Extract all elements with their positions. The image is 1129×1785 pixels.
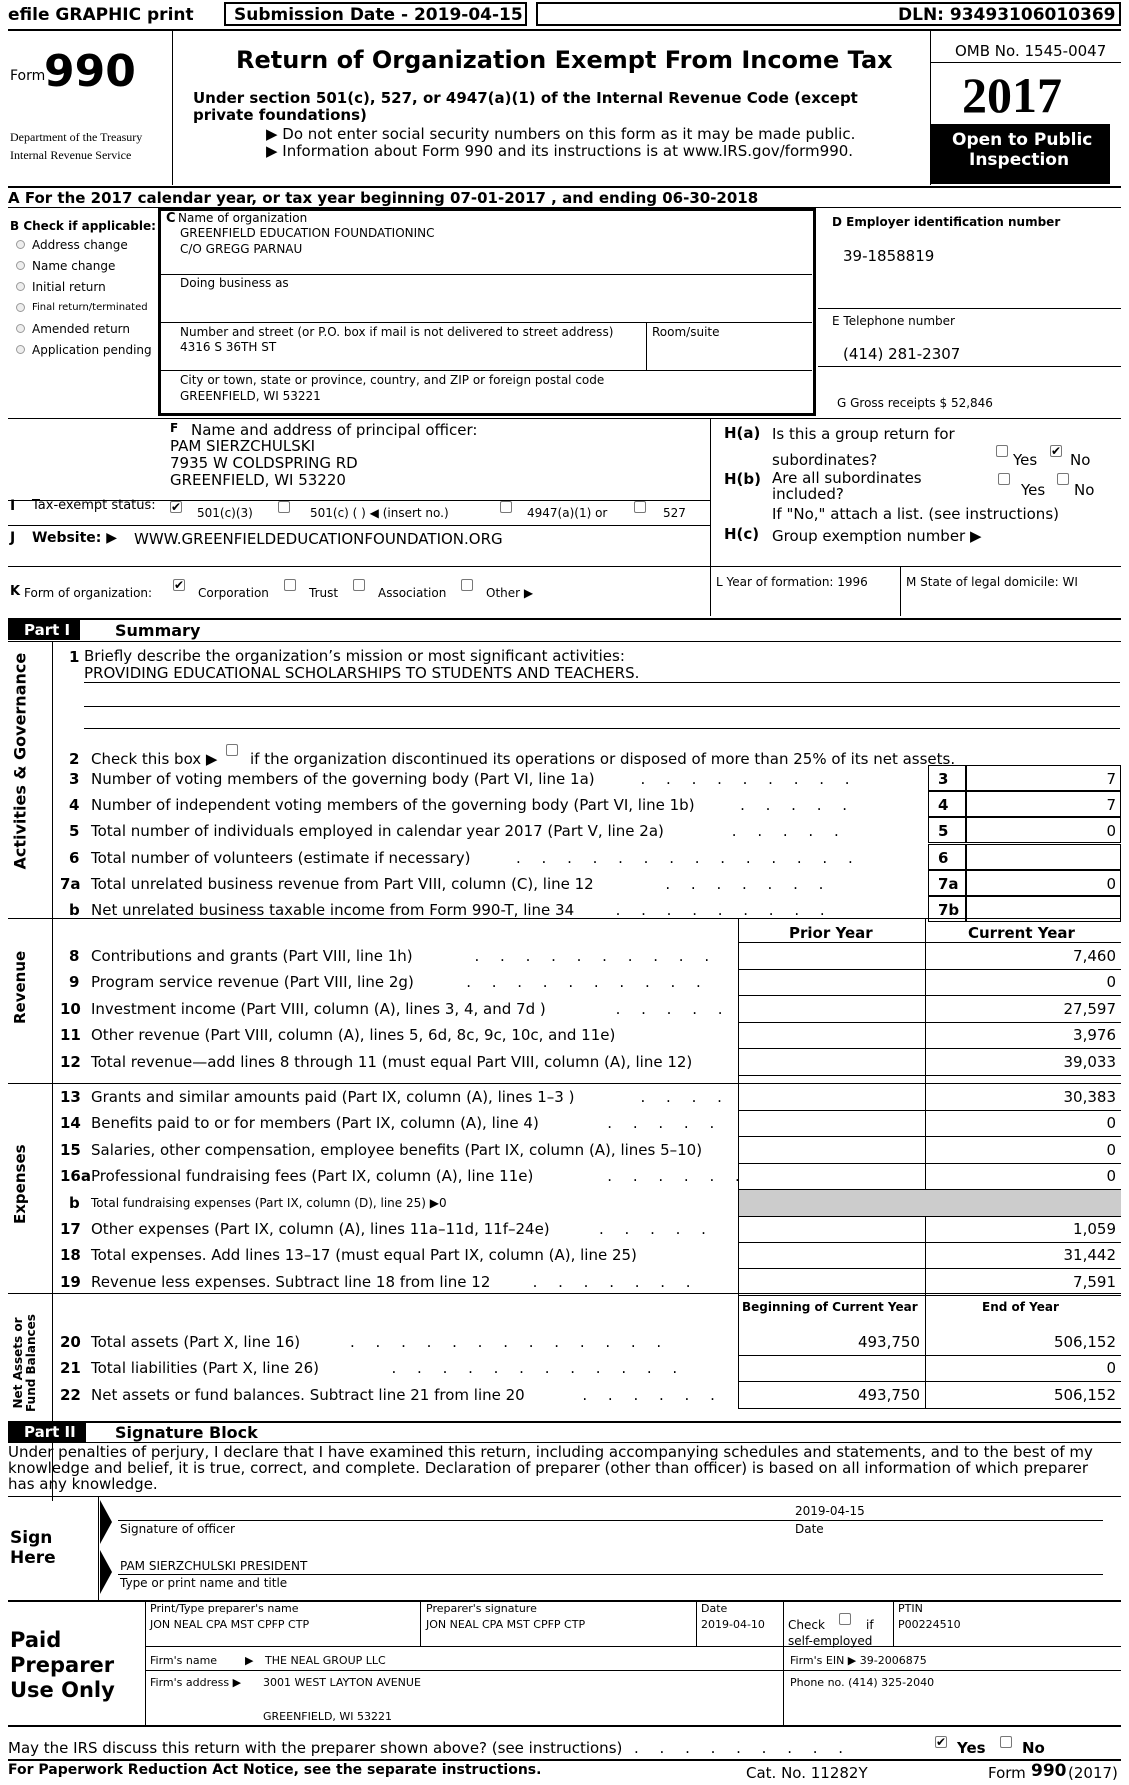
preparer-name-label: Print/Type preparer's name [150,1602,299,1615]
current-year-value: 506,152 [1053,1386,1116,1404]
gov-line-text: Net unrelated business taxable income from Form 990-T, line 34 [91,901,575,919]
fin-line-text: Total assets (Part X, line 16) [91,1333,301,1351]
officer-addr2: GREENFIELD, WI 53220 [170,471,346,489]
signature-date-label: Date [795,1522,824,1536]
fin-line-text: Total revenue—add lines 8 through 11 (must equal Part VIII, column (A), line 12) [91,1053,693,1071]
part1-title: Summary [115,621,201,640]
gov-line-number: b [69,901,80,919]
gov-line-dots: . . . . . [740,796,856,814]
side-revenue: Revenue [11,950,29,1024]
discuss-no-label: No [1022,1739,1045,1757]
hc-text: Group exemption number ▶ [772,527,982,545]
fin-line-dots: . . . . . . [582,1386,723,1404]
paid-label: Paid [10,1628,62,1652]
fin-line-text: Benefits paid to or for members (Part IX, column (A), line 4) [91,1114,539,1132]
ha-no-checkbox[interactable]: ✔ [1051,444,1062,458]
fin-line-number: 21 [60,1359,81,1377]
gov-line-value: 7 [1106,796,1116,814]
footer-form-year: (2017) [1068,1764,1118,1782]
501c-label: 501(c) ( ) ◀ (insert no.) [310,506,449,520]
firm-name: THE NEAL GROUP LLC [265,1654,386,1667]
discuss-no-checkbox[interactable] [1000,1736,1012,1748]
fin-row-rule [738,1136,1121,1137]
fin-line-number: 11 [60,1026,81,1044]
current-year-value: 0 [1106,1141,1116,1159]
fin-row-rule [738,969,1121,970]
dept-treasury: Department of the Treasury [10,130,143,144]
line2-text-b: if the organization discontinued its operations or disposed of more than 25% of its net assets. [250,750,956,768]
discuss-yes-checkbox[interactable]: ✔ [936,1735,947,1749]
gov-line-number: 4 [69,796,80,814]
4947-label: 4947(a)(1) or [527,506,608,520]
hb-no-checkbox[interactable] [1057,473,1069,485]
firm-name-label: Firm's name [150,1654,218,1667]
check-label: Check [788,1618,825,1632]
phone-value: (414) 281-2307 [843,345,961,363]
527-checkbox[interactable] [634,501,646,513]
cat-number: Cat. No. 11282Y [746,1764,868,1782]
527-label: 527 [663,506,686,520]
501c3-label: 501(c)(3) [197,506,253,520]
fin-line-text: Program service revenue (Part VIII, line 2g) [91,973,414,991]
fin-line-number: 14 [60,1114,81,1132]
fin-row-rule [738,1295,1121,1296]
discontinued-checkbox[interactable] [226,744,238,756]
state-domicile: M State of legal domicile: WI [906,575,1078,589]
org-name-line1: GREENFIELD EDUCATION FOUNDATIONINC [180,226,435,240]
current-year-value: 0 [1106,1114,1116,1132]
mission-text: PROVIDING EDUCATIONAL SCHOLARSHIPS TO STUDENTS AND TEACHERS. [84,664,640,682]
omb-number: OMB No. 1545-0047 [955,42,1107,60]
fin-line-dots: . . . . . . . [532,1273,699,1291]
fin-line-text: Professional fundraising fees (Part IX, column (A), line 11e) [91,1167,534,1185]
fin-row-rule [738,1381,1121,1382]
gov-line-value: 0 [1106,822,1116,840]
fin-line-dots: . . . . . . [607,1167,748,1185]
ha-text2: subordinates? [772,451,878,469]
current-year-value: 31,442 [1063,1246,1116,1264]
fin-line-text: Contributions and grants (Part VIII, line 1h) [91,947,413,965]
if-label: if [866,1618,874,1632]
gov-line-dots: . . . . . . . . . . . . . . [516,849,861,867]
gov-line-value: 7 [1106,770,1116,788]
fin-line-number: 12 [60,1053,81,1071]
gov-line-box-label: 4 [938,796,949,814]
perjury-statement: Under penalties of perjury, I declare that I have examined this return, including accompanying schedules and statements, and to the best of my knowledge and belief, it is true, correct, and complete. Declaration of preparer (other than officer) is based on all information of which preparer has any knowledge. [8,1443,1093,1493]
gov-line-number: 6 [69,849,80,867]
ha-yes-label: Yes [1013,451,1038,469]
end-year-header: End of Year [982,1300,1059,1314]
amended-return-label: Amended return [32,322,131,336]
side-activities-governance: Activities & Governance [10,652,30,870]
discuss-yes-label: Yes [957,1739,986,1757]
city-value: GREENFIELD, WI 53221 [180,389,321,403]
corporation-checkbox[interactable]: ✔ [174,578,185,592]
final-return-radio[interactable] [16,303,25,312]
hb-note: If "No," attach a list. (see instructions) [772,505,1059,523]
ha-yes-checkbox[interactable] [996,445,1008,457]
submission-date: Submission Date - 2019-04-15 [234,5,523,25]
firm-phone: Phone no. (414) 325-2040 [790,1676,935,1689]
fin-line-number: 20 [60,1333,81,1351]
use-only-label: Use Only [10,1678,115,1702]
fin-line-text: Other revenue (Part VIII, column (A), lines 5, 6d, 8c, 9c, 10c, and 11e) [91,1026,616,1044]
paperwork-notice: For Paperwork Reduction Act Notice, see the separate instructions. [8,1762,542,1778]
trust-label: Trust [309,586,339,600]
year-formation: L Year of formation: 1996 [716,575,868,589]
other-label: Other ▶ [486,586,534,600]
fin-row-rule [738,1268,1121,1269]
hb-yes-checkbox[interactable] [998,473,1010,485]
gov-line-text: Total number of individuals employed in calendar year 2017 (Part V, line 2a) [91,822,664,840]
ein-label: D Employer identification number [832,215,1061,229]
preparer-label: Preparer [10,1653,115,1677]
hb-yes-label: Yes [1021,481,1046,499]
association-checkbox[interactable] [353,579,365,591]
fin-line-number: b [69,1194,80,1212]
type-name-label: Type or print name and title [120,1576,288,1590]
check-applicable-label: B Check if applicable: [10,219,156,233]
current-year-header: Current Year [968,924,1075,942]
street-label: Number and street (or P.O. box if mail is not delivered to street address) [180,325,614,339]
fin-line-number: 19 [60,1273,81,1291]
gov-line-dots: . . . . . . . [665,875,832,893]
part2-title: Signature Block [115,1423,258,1442]
current-year-value: 7,591 [1073,1273,1116,1291]
fin-line-number: 13 [60,1088,81,1106]
dba-label: Doing business as [180,276,289,290]
trust-checkbox[interactable] [284,579,296,591]
current-year-value: 0 [1106,1167,1116,1185]
irs-label: Internal Revenue Service [10,148,132,162]
fin-row-rule [738,1216,1121,1217]
initial-return-radio[interactable] [16,282,25,291]
initial-return-label: Initial return [32,280,106,294]
preparer-sig-label: Preparer's signature [426,1602,537,1615]
fin-line-text: Total fundraising expenses (Part IX, column (D), line 25) ▶0 [91,1196,447,1210]
info-notice: ▶ Information about Form 990 and its instructions is at www.IRS.gov/form990. [266,142,854,160]
side-net-assets: Net Assets or Fund Balances [11,1314,38,1412]
prior-year-value: 493,750 [857,1386,920,1404]
ptin-value: P00224510 [898,1618,961,1631]
501c3-checkbox[interactable]: ✔ [171,500,182,514]
self-employed-label: self-employed [788,1634,873,1648]
name-change-radio[interactable] [16,261,25,270]
org-name-line2: C/O GREGG PARNAU [180,242,303,256]
application-pending-radio[interactable] [16,345,25,354]
fin-row-rule [738,1242,1121,1243]
gov-line-box-label: 7b [938,901,960,919]
fin-row-rule [738,1355,1121,1356]
gov-line-dots: . . . . . . . . . [640,770,858,788]
officer-addr1: 7935 W COLDSPRING RD [170,454,358,472]
application-pending-label: Application pending [32,343,152,357]
fin-line-number: 9 [69,973,80,991]
ssn-notice: ▶ Do not enter social security numbers on this form as it may be made public. [266,125,856,143]
line-a-tax-year: A For the 2017 calendar year, or tax year beginning 07-01-2017 , and ending 06-30-2018 [8,189,759,207]
fin-line-number: 18 [60,1246,81,1264]
fin-line-dots: . . . . . . . . . . [466,973,709,991]
address-change-radio[interactable] [16,240,25,249]
officer-title: PAM SIERZCHULSKI PRESIDENT [120,1559,308,1573]
side-expenses: Expenses [11,1144,29,1224]
fin-row-rule [738,1110,1121,1111]
fin-line-text: Total expenses. Add lines 13–17 (must equal Part IX, column (A), line 25) [91,1246,637,1264]
current-year-value: 30,383 [1063,1088,1116,1106]
firm-ein: Firm's EIN ▶ 39-2006875 [790,1654,927,1667]
fin-line-number: 15 [60,1141,81,1159]
gov-line-text: Number of voting members of the governing body (Part VI, line 1a) [91,770,595,788]
fin-line-number: 22 [60,1386,81,1404]
final-return-label: Final return/terminated [32,302,148,313]
gov-line-value-cell [966,844,1121,870]
fin-line-text: Total liabilities (Part X, line 26) [91,1359,320,1377]
open-to-public: Open to Public [952,130,1093,150]
fin-row-rule [738,1075,1121,1076]
fin-row-rule [738,1163,1121,1164]
footer-form-number: 990 [1031,1761,1067,1781]
4947-checkbox[interactable] [500,501,512,513]
self-employed-checkbox[interactable] [839,1613,851,1625]
firm-address-label: Firm's address ▶ [150,1676,242,1689]
fin-line-text: Grants and similar amounts paid (Part IX, column (A), lines 1–3 ) [91,1088,575,1106]
officer-label: Name and address of principal officer: [191,421,478,439]
gov-line-box-label: 5 [938,822,949,840]
gov-line-box-label: 7a [938,875,959,893]
prior-year-value: 493,750 [857,1333,920,1351]
officer-name: PAM SIERZCHULSKI [170,437,316,455]
current-year-value: 1,059 [1073,1220,1116,1238]
form-subtitle: Under section 501(c), 527, or 4947(a)(1) of the Internal Revenue Code (except private foundations) [193,89,858,124]
phone-label: E Telephone number [832,314,955,328]
efile-label: efile GRAPHIC print [8,5,194,25]
gov-line-box-label: 3 [938,770,949,788]
gov-line-box-label: 6 [938,849,949,867]
fin-line-dots: . . . . . . . . . . [474,947,718,965]
line1-text: Briefly describe the organization’s mission or most significant activities: [84,647,625,665]
association-label: Association [378,586,447,600]
current-year-value: 0 [1106,973,1116,991]
fin-line-text: Other expenses (Part IX, column (A), lines 11a–11d, 11f–24e) [91,1220,550,1238]
signature-officer-label: Signature of officer [120,1522,235,1536]
hb-no-label: No [1074,481,1095,499]
form-title: Return of Organization Exempt From Income Tax [236,46,893,74]
fin-row-rule [738,995,1121,996]
fin-line-number: 16a [60,1167,91,1185]
gov-line-number: 5 [69,822,80,840]
fin-line-dots: . . . . . . . . . . . . [391,1359,686,1377]
dln: DLN: 93493106010369 [898,5,1116,25]
current-year-value: 3,976 [1073,1026,1116,1044]
fin-line-text: Salaries, other compensation, employee benefits (Part IX, column (A), lines 5–10) [91,1141,703,1159]
fin-line-dots: . . . . [640,1088,730,1106]
part1-label: Part I [8,620,80,640]
fin-line-dots: . . . . . [599,1220,714,1238]
ha-text1: Is this a group return for [772,425,955,443]
current-year-value: 506,152 [1053,1333,1116,1351]
current-year-value: 39,033 [1063,1053,1116,1071]
fin-line-dots: . . . . . [615,1000,731,1018]
name-change-label: Name change [32,259,116,273]
gov-line-number: 7a [60,875,81,893]
501c-checkbox[interactable] [278,501,290,513]
form-org-label: Form of organization: [24,586,153,600]
discuss-question: May the IRS discuss this return with the preparer shown above? (see instructions) [8,1739,623,1757]
gov-line-text: Number of independent voting members of the governing body (Part VI, line 1b) [91,796,695,814]
preparer-date: 2019-04-10 [701,1618,765,1631]
ha-no-label: No [1070,451,1091,469]
fin-row-rule [738,1022,1121,1023]
current-year-value: 27,597 [1063,1000,1116,1018]
corporation-label: Corporation [198,586,269,600]
sign-here-arrows [100,1496,114,1600]
preparer-name: JON NEAL CPA MST CPFP CTP [150,1618,310,1631]
firm-address2: GREENFIELD, WI 53221 [263,1710,393,1723]
gross-receipts: G Gross receipts $ 52,846 [837,396,993,410]
signature-date: 2019-04-15 [795,1504,865,1518]
line2-text: Check this box ▶ [91,750,218,768]
gov-line-text: Total number of volunteers (estimate if necessary) [91,849,471,867]
hb-text1: Are all subordinates [772,469,922,487]
hc-label: H(c) [724,525,760,543]
current-year-value: 7,460 [1073,947,1116,965]
begin-year-header: Beginning of Current Year [742,1300,918,1314]
address-change-label: Address change [32,238,128,252]
website-value[interactable]: WWW.GREENFIELDEDUCATIONFOUNDATION.ORG [134,530,503,548]
hb-label: H(b) [724,470,762,488]
prior-year-header: Prior Year [789,924,873,942]
website-label: Website: ▶ [32,530,118,546]
fin-line-number: 8 [69,947,80,965]
preparer-signature: JON NEAL CPA MST CPFP CTP [426,1618,586,1631]
fin-line-number: 10 [60,1000,81,1018]
ein-value: 39-1858819 [843,247,935,265]
fin-row-rule [738,1408,1121,1409]
city-label: City or town, state or province, country, and ZIP or foreign postal code [180,373,605,387]
tax-year: 2017 [962,67,1062,123]
gov-line-number: 3 [69,770,80,788]
org-name-label: Name of organization [178,211,308,225]
ha-label: H(a) [724,424,761,442]
other-checkbox[interactable] [461,579,473,591]
current-year-value: 0 [1106,1359,1116,1377]
gov-line-dots: . . . . . . . . . [615,901,833,919]
inspection: Inspection [969,150,1070,170]
fin-line-text: Investment income (Part VIII, column (A), lines 3, 4, and 7d ) [91,1000,546,1018]
gov-line-value: 0 [1106,875,1116,893]
fin-line-dots: . . . . . [607,1114,723,1132]
room-label: Room/suite [652,325,720,339]
part2-label: Part II [8,1422,86,1442]
tax-exempt-label: Tax-exempt status: [32,498,156,513]
form-label: Form [10,68,46,84]
amended-return-radio[interactable] [16,324,25,333]
gov-line-text: Total unrelated business revenue from Part VIII, column (C), line 12 [91,875,594,893]
sign-label: Sign [10,1528,53,1548]
fin-line-text: Net assets or fund balances. Subtract line 21 from line 20 [91,1386,525,1404]
ptin-label: PTIN [898,1602,923,1615]
gov-line-dots: . . . . . [731,822,847,840]
hb-text2: included? [772,485,844,503]
here-label: Here [10,1548,56,1568]
form-number: 990 [44,46,136,97]
fin-line-dots: . . . . . . . . . . . . . [350,1333,670,1351]
fin-line-text: Revenue less expenses. Subtract line 18 from line 12 [91,1273,491,1291]
preparer-date-label: Date [701,1602,728,1615]
fin-line-number: 17 [60,1220,81,1238]
firm-address1: 3001 WEST LAYTON AVENUE [263,1676,421,1689]
street-value: 4316 S 36TH ST [180,340,277,354]
fin-row-rule [738,1048,1121,1049]
shaded-cell [739,1190,1121,1216]
